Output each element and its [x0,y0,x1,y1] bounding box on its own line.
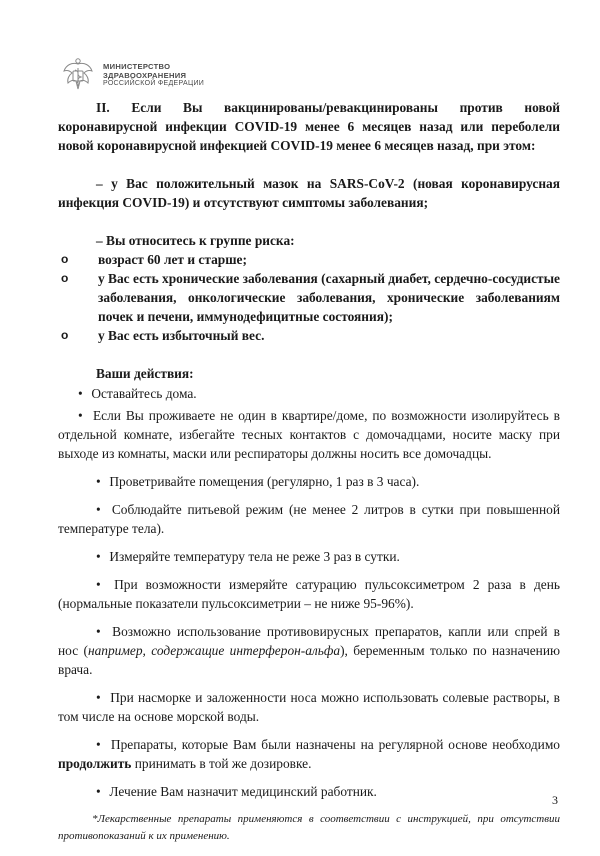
action-item-text: Измеряйте температуру тела не реже 3 раз в сутки. [109,549,400,564]
action-item-text: Оставайтесь дома. [91,386,197,401]
action-item-text: Лечение Вам назначит медицинский работник. [109,784,377,799]
bullet-icon: • [96,737,101,752]
bullet-icon: • [96,784,101,799]
action-item-text: При возможности измеряйте сатурацию пульсоксиметром 2 раза в день (нормальные показатели пульсоксиметрии – не ниже 95-96%). [58,577,560,611]
footnote: *Лекарственные препараты применяются в соответствии с инструкцией, при отсутствии противопоказаний к их применению. [58,813,560,842]
risk-item [58,250,560,269]
bullet-icon: • [96,624,101,639]
bullet-icon: • [78,386,83,401]
bullet-icon: • [96,690,101,705]
action-item [58,384,560,403]
risk-item-text: у Вас есть хронические заболевания (сахарный диабет, сердечно-сосудистые заболевания, онкологические заболевания, хронические заболеваниям почек и печени, иммунодефицитные состояния); [98,271,560,324]
medicine-text-after: принимать в той же дозировке. [131,756,312,771]
section-2-title: II. Если Вы вакцинированы/ревакцинированы против новой коронавирусной инфекции COVID-19 менее 6 месяцев назад или переболели новой коронавирусной инфекцией COVID-19 менее 6 месяцев назад, при этом: [58,100,560,153]
antiviral-text-italic: например, содержащие интерферон-альфа [87,643,341,658]
actions-title: Ваши действия: [96,366,194,381]
risk-marker: o [61,271,69,285]
antiviral-text-before: Возможно использование противовирусных препаратов, капли или спрей в нос ( [58,624,560,658]
condition-positive-test: – у Вас положительный мазок на SARS-CoV-2 (новая коронавирусная инфекция COVID-19) и отсутствуют симптомы заболевания; [58,176,560,210]
bullet-icon: • [96,577,101,592]
action-item-text: Соблюдайте питьевой режим (не менее 2 литров в сутки при повышенной температуре тела). [58,502,560,536]
bullet-icon: • [96,474,101,489]
action-item [58,547,560,566]
medicine-text-before: Препараты, которые Вам были назначены на регулярной основе необходимо [110,737,560,752]
bullet-icon: • [96,549,101,564]
action-item [58,782,560,801]
header-line-ministry: МИНИСТЕРСТВО [103,62,171,72]
ministry-header [58,56,204,96]
action-item [58,406,560,463]
risk-marker: o [61,252,69,266]
action-item-text: Если Вы проживаете не один в квартире/доме, по возможности изолируйтесь в отдельной комнате, избегайте тесных контактов с домочадцами, носите маску при выходе из комнаты, маски или респираторы должны носить все домочадцы. [58,408,560,461]
risk-item [58,269,560,326]
action-item [58,575,560,613]
risk-item [58,326,560,345]
action-item-medicine [58,735,560,773]
bullet-icon: • [96,502,101,517]
action-item-text: Проветривайте помещения (регулярно, 1 раз в 3 часа). [109,474,420,489]
page-number: 3 [552,793,558,807]
header-line-health: ЗДРАВООХРАНЕНИЯ [103,70,187,80]
medicine-text-bold: продолжить [58,756,132,771]
document-body [58,98,560,856]
action-item [58,472,560,491]
risk-item-text: у Вас есть избыточный вес. [98,328,265,343]
header-line-federation: РОССИЙСКОЙ ФЕДЕРАЦИИ [103,80,205,88]
action-item [58,688,560,726]
antiviral-text-after: ), беременным только по назначению врача. [58,643,560,677]
action-item-text: При насморке и заложенности носа можно использовать солевые растворы, в том числе на основе морской воды. [58,690,560,724]
ministry-emblem-icon [58,56,98,96]
risk-group-title: – Вы относитесь к группе риска: [96,233,295,248]
risk-marker: o [61,328,69,342]
risk-item-text: возраст 60 лет и старше; [98,252,247,267]
bullet-icon: • [78,408,83,423]
action-item-antiviral [58,622,560,679]
action-item [58,500,560,538]
